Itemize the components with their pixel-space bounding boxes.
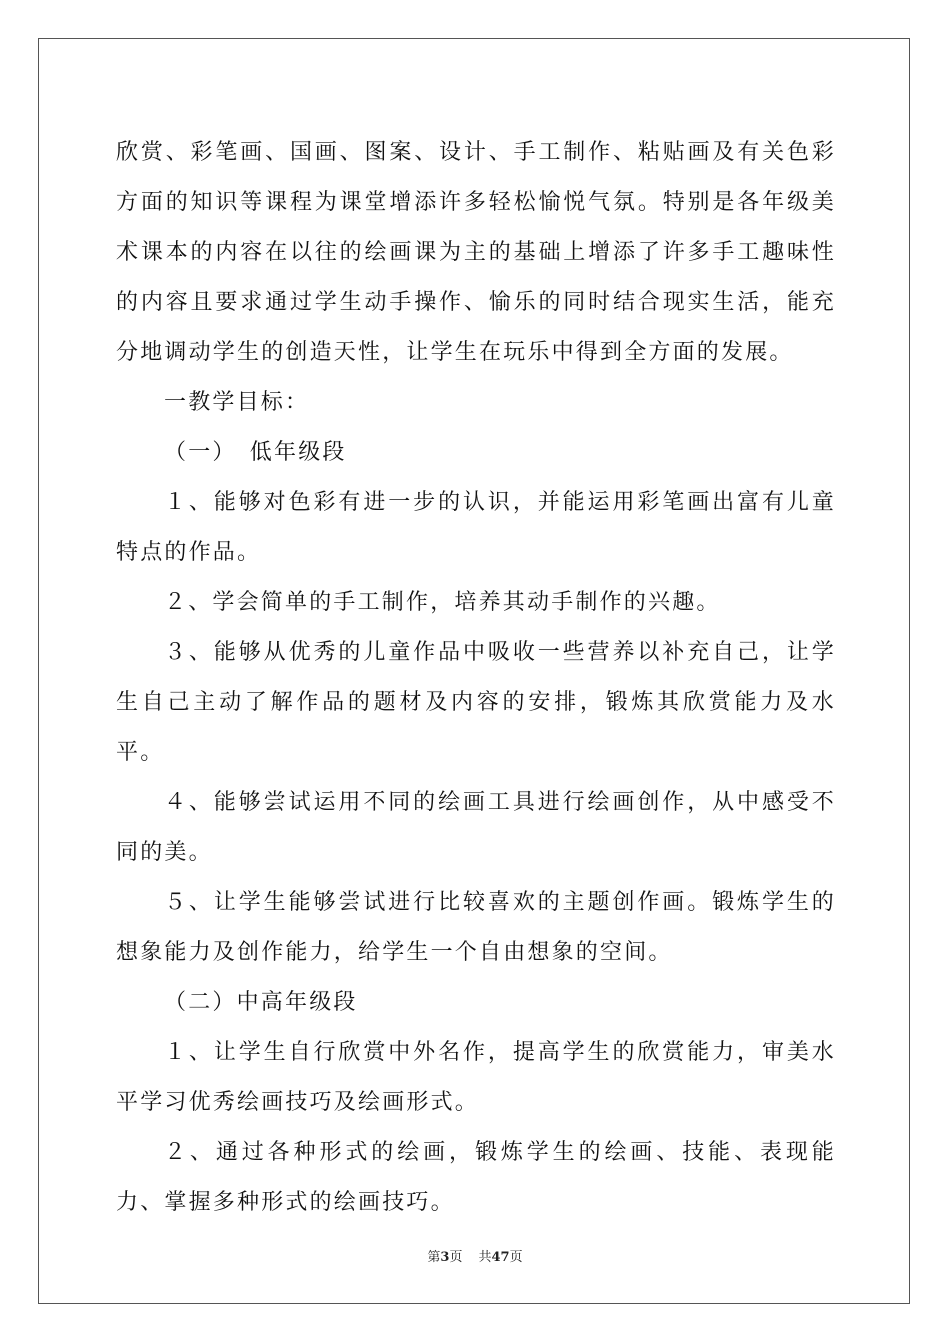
subheading-lower-grades: （一） 低年级段 [164,440,347,465]
section-heading-objectives: 一教学目标： [164,390,310,415]
list-item: ５、让学生能够尝试进行比较喜欢的主题创作画。锻炼学生的想象能力及创作能力，给学生一个自由想象的空间。 [116,890,836,965]
list-item: １、让学生自行欣赏中外名作，提高学生的欣赏能力，审美水平学习优秀绘画技巧及绘画形式。 [116,1040,836,1115]
subheading-middle-upper-grades: （二）中高年级段 [164,990,358,1015]
list-item: ２、通过各种形式的绘画，锻炼学生的绘画、技能、表现能力、掌握多种形式的绘画技巧。 [116,1140,836,1215]
page-suffix: 页 [449,1250,463,1265]
page-footer [0,1246,950,1265]
list-item: １、能够对色彩有进一步的认识，并能运用彩笔画出富有儿童特点的作品。 [116,490,836,565]
page-prefix: 第 [427,1250,441,1265]
list-item: ３、能够从优秀的儿童作品中吸收一些营养以补充自己，让学生自己主动了解作品的题材及内容的安排，锻炼其欣赏能力及水平。 [116,640,836,765]
total-pages: 47 [491,1250,510,1265]
total-prefix: 共 [478,1250,492,1265]
paragraph-intro: 欣赏、彩笔画、国画、图案、设计、手工制作、粘贴画及有关色彩方面的知识等课程为课堂增添许多轻松愉悦气氛。特别是各年级美术课本的内容在以往的绘画课为主的基础上增添了许多手工趣味性的内容且要求通过学生动手操作、愉乐的同时结合现实生活，能充分地调动学生的创造天性，让学生在玩乐中得到全方面的发展。 [116,140,836,365]
page-number: 3 [440,1250,450,1265]
document-body [116,128,836,1228]
list-item: ２、学会简单的手工制作，培养其动手制作的兴趣。 [164,590,721,615]
total-suffix: 页 [509,1250,523,1265]
list-item: ４、能够尝试运用不同的绘画工具进行绘画创作，从中感受不同的美。 [116,790,836,865]
